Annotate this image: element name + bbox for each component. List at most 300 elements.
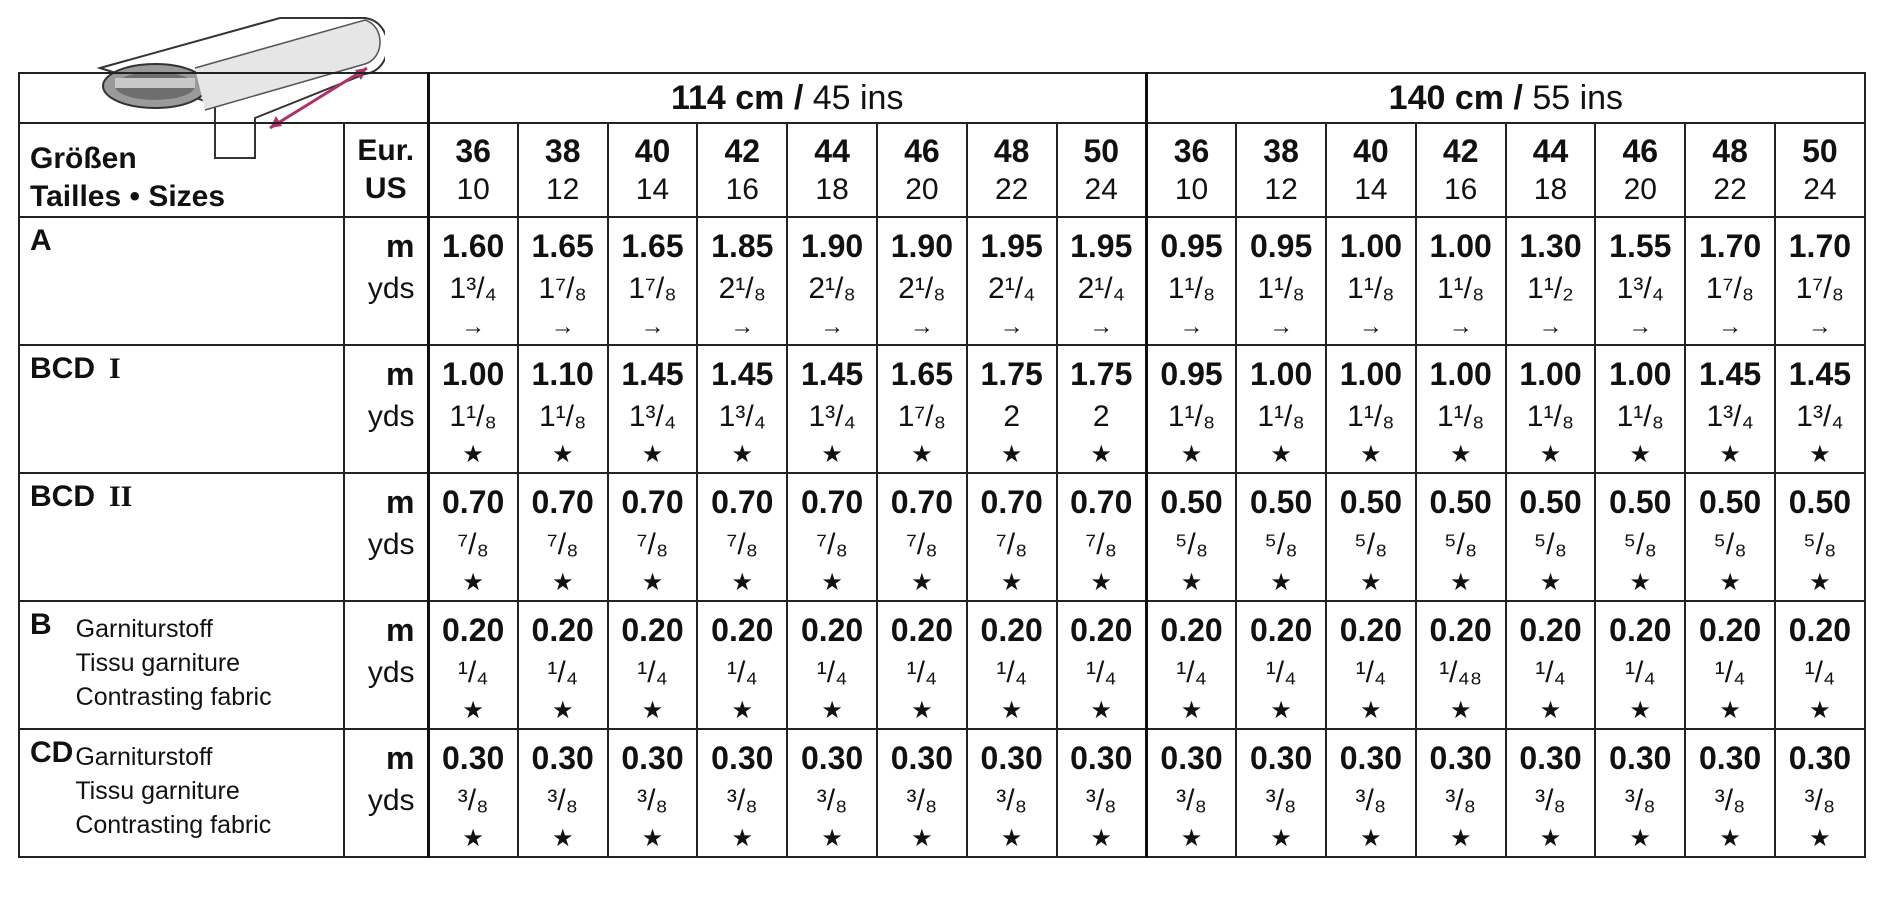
yardage-cell — [1236, 601, 1326, 729]
meters-value: 0.20 — [1070, 612, 1133, 648]
size-header — [1326, 123, 1416, 217]
star-icon: ★ — [1719, 825, 1741, 852]
meters-value: 0.30 — [1788, 740, 1852, 776]
yardage-cell — [877, 473, 967, 601]
yards-value: ³/₈ — [547, 784, 579, 817]
yardage-cell — [1416, 473, 1506, 601]
star-icon: ★ — [911, 441, 933, 468]
yards-value: 1³/₄ — [1616, 272, 1664, 305]
star-icon: ★ — [1360, 441, 1382, 468]
yardage-cell — [877, 601, 967, 729]
arrow-right-icon: → — [730, 313, 755, 340]
yardage-cell — [1326, 473, 1416, 601]
yardage-cell — [697, 345, 787, 473]
arrow-right-icon: → — [1628, 313, 1653, 340]
star-icon: ★ — [821, 569, 843, 596]
yardage-cell — [787, 473, 877, 601]
arrow-right-icon: → — [909, 313, 934, 340]
width-sep: / — [1503, 78, 1533, 117]
yardage-cell — [608, 217, 698, 345]
eur-size: 42 — [724, 133, 761, 169]
arrow-right-icon: → — [461, 313, 486, 340]
star-icon: ★ — [1090, 825, 1112, 852]
yardage-cell — [787, 217, 877, 345]
yardage-cell — [697, 473, 787, 601]
meters-value: 0.30 — [1249, 740, 1313, 776]
yards-value: 1¹/₈ — [1347, 272, 1395, 305]
yards-value: ¹/₄ — [1625, 656, 1656, 689]
yardage-cell — [1685, 473, 1775, 601]
eur-label: Eur. — [357, 134, 415, 167]
yards-value: ¹/₄ — [457, 656, 489, 689]
yardage-cell — [1595, 601, 1685, 729]
star-icon: ★ — [1180, 697, 1203, 724]
unit-m: m — [386, 228, 415, 264]
star-icon: ★ — [1360, 825, 1382, 852]
yardage-cell — [1506, 473, 1596, 601]
star-icon: ★ — [1270, 569, 1292, 596]
meters-value: 0.20 — [1339, 612, 1403, 648]
yards-value: ¹/₄ — [547, 656, 578, 689]
yardage-cell — [1595, 217, 1685, 345]
star-icon: ★ — [1809, 441, 1831, 468]
yardage-cell — [1146, 473, 1236, 601]
us-size: 12 — [546, 173, 580, 206]
meters-value: 0.95 — [1160, 228, 1223, 264]
unit-m: m — [386, 740, 415, 776]
yardage-cell — [1326, 217, 1416, 345]
yardage-cell — [1685, 601, 1775, 729]
yardage-cell — [1595, 345, 1685, 473]
width-cm: 140 cm — [1388, 78, 1504, 117]
yards-value: ³/₈ — [1804, 784, 1836, 817]
unit-yds: yds — [367, 784, 415, 817]
yards-value: 1³/₄ — [1796, 400, 1844, 433]
meters-value: 0.30 — [1429, 740, 1492, 776]
row-label — [19, 473, 344, 601]
header-blank — [19, 73, 428, 123]
star-icon: ★ — [1449, 569, 1472, 596]
yardage-cell — [787, 729, 877, 857]
meters-value: 1.95 — [980, 228, 1043, 264]
yardage-cell — [428, 601, 518, 729]
meters-value: 0.20 — [621, 612, 684, 648]
meters-value: 0.50 — [1339, 484, 1403, 520]
yardage-cell — [967, 473, 1057, 601]
unit-yds: yds — [367, 400, 415, 433]
yardage-cell — [1775, 729, 1865, 857]
meters-value: 0.20 — [1249, 612, 1313, 648]
us-size: 14 — [1354, 173, 1388, 206]
yards-value: ³/₈ — [1445, 784, 1477, 817]
arrow-right-icon: → — [1448, 313, 1473, 340]
width-ins: 45 ins — [812, 78, 904, 117]
meters-value: 0.30 — [1339, 740, 1403, 776]
meters-value: 0.30 — [1609, 740, 1672, 776]
fabric-type-label: Tissu garniture — [75, 649, 241, 677]
star-icon: ★ — [911, 569, 933, 596]
fabric-row — [19, 601, 1865, 729]
yards-value: 1⁷/₈ — [538, 272, 587, 305]
yards-value: ³/₈ — [1714, 784, 1746, 817]
yards-value: ¹/₄ — [996, 656, 1027, 689]
yardage-cell — [967, 601, 1057, 729]
eur-size: 40 — [634, 133, 671, 169]
yards-value: 1¹/₈ — [538, 400, 587, 433]
meters-value: 1.60 — [442, 228, 505, 264]
us-size: 12 — [1264, 173, 1298, 206]
yards-value: ¹/₄ — [727, 656, 758, 689]
unit-labels — [344, 217, 428, 345]
meters-value: 0.30 — [1070, 740, 1133, 776]
yards-value: 1¹/₈ — [1616, 400, 1665, 433]
yards-value: ¹/₄ — [906, 656, 938, 689]
meters-value: 0.70 — [621, 484, 684, 520]
yards-value: 1³/₄ — [718, 400, 766, 433]
view-label: B — [30, 608, 52, 641]
yards-value: ¹/₄ — [1535, 656, 1566, 689]
size-header — [1416, 123, 1506, 217]
yardage-cell — [518, 345, 608, 473]
yardage-cell — [1685, 217, 1775, 345]
yardage-cell — [1326, 601, 1416, 729]
star-icon: ★ — [911, 697, 933, 724]
size-header — [877, 123, 967, 217]
yardage-cell — [518, 729, 608, 857]
us-size: 14 — [635, 173, 670, 206]
yards-value: ⁷/₈ — [1085, 528, 1118, 561]
arrow-right-icon: → — [1269, 313, 1294, 340]
yardage-cell — [1775, 473, 1865, 601]
star-icon: ★ — [1539, 697, 1562, 724]
us-size: 18 — [815, 173, 849, 206]
yardage-cell — [1326, 729, 1416, 857]
view-label: BCD — [30, 480, 95, 513]
yardage-cell — [1057, 601, 1147, 729]
meters-value: 0.20 — [711, 612, 774, 648]
eur-size: 38 — [544, 133, 581, 169]
meters-value: 1.45 — [1698, 356, 1762, 392]
star-icon: ★ — [731, 569, 754, 596]
meters-value: 0.70 — [890, 484, 954, 520]
yards-value: 1⁷/₈ — [1795, 272, 1845, 305]
us-size: 10 — [1174, 173, 1209, 206]
fabric-type-label: Garniturstoff — [75, 743, 213, 771]
star-icon: ★ — [1180, 441, 1203, 468]
star-icon: ★ — [1719, 697, 1741, 724]
eur-size: 46 — [1622, 133, 1659, 169]
unit-labels — [344, 345, 428, 473]
meters-value: 0.50 — [1160, 484, 1223, 520]
meters-value: 1.90 — [800, 228, 864, 264]
star-icon: ★ — [1360, 697, 1382, 724]
star-icon: ★ — [1000, 825, 1023, 852]
unit-m: m — [386, 484, 415, 520]
yardage-cell — [1236, 473, 1326, 601]
yards-value: ⁵/₈ — [1174, 528, 1209, 561]
yardage-cell — [1146, 345, 1236, 473]
yards-value: ³/₈ — [996, 784, 1028, 817]
view-label: CD — [30, 736, 74, 769]
yards-value: 1¹/₈ — [1257, 272, 1305, 305]
meters-value: 0.70 — [531, 484, 594, 520]
row-label — [19, 729, 344, 857]
yards-value: ¹/₄ — [1714, 656, 1746, 689]
meters-value: 1.65 — [621, 228, 684, 264]
yardage-cell — [1685, 345, 1775, 473]
star-icon: ★ — [821, 697, 843, 724]
sizes-title-line2: Tailles • Sizes — [30, 180, 226, 213]
size-header — [1775, 123, 1865, 217]
meters-value: 0.30 — [980, 740, 1043, 776]
meters-value: 1.00 — [1519, 356, 1582, 392]
width-sep: / — [784, 78, 813, 117]
unit-yds: yds — [367, 528, 415, 561]
meters-value: 0.20 — [800, 612, 864, 648]
yardage-cell — [1775, 217, 1865, 345]
star-icon: ★ — [1809, 569, 1831, 596]
arrow-right-icon: → — [640, 313, 665, 340]
yards-value: ⁷/₈ — [726, 528, 759, 561]
star-icon: ★ — [1719, 569, 1741, 596]
unit-yds: yds — [367, 272, 415, 305]
yards-value: 1¹/₈ — [1257, 400, 1305, 433]
yards-value: ³/₈ — [816, 784, 848, 817]
yards-value: 1⁷/₈ — [628, 272, 677, 305]
us-size: 22 — [1713, 173, 1747, 206]
star-icon: ★ — [1270, 825, 1292, 852]
yards-value: ³/₈ — [637, 784, 668, 817]
eur-size: 50 — [1083, 133, 1120, 169]
yards-value: ⁷/₈ — [636, 528, 669, 561]
eur-size: 38 — [1263, 133, 1299, 169]
yardage-cell — [1146, 601, 1236, 729]
yardage-cell — [697, 217, 787, 345]
sizes-title — [19, 123, 344, 217]
yardage-cell — [1057, 729, 1147, 857]
meters-value: 0.20 — [1698, 612, 1762, 648]
arrow-right-icon: → — [550, 313, 575, 340]
yardage-cell — [1595, 473, 1685, 601]
yards-value: 1³/₄ — [449, 272, 497, 305]
meters-value: 0.20 — [1788, 612, 1852, 648]
yardage-cell — [1146, 729, 1236, 857]
size-header — [787, 123, 877, 217]
yardage-cell — [428, 345, 518, 473]
star-icon: ★ — [1449, 697, 1472, 724]
star-icon: ★ — [1180, 825, 1203, 852]
meters-value: 1.00 — [1429, 356, 1492, 392]
star-icon: ★ — [641, 441, 664, 468]
yards-value: 2 — [1092, 400, 1110, 433]
yardage-cell — [1595, 729, 1685, 857]
star-icon: ★ — [462, 825, 484, 852]
yardage-cell — [608, 729, 698, 857]
meters-value: 1.75 — [980, 356, 1043, 392]
fabric-type-label: Contrasting fabric — [75, 811, 272, 839]
yards-value: 1³/₄ — [628, 400, 677, 433]
yardage-cell — [697, 601, 787, 729]
meters-value: 1.70 — [1698, 228, 1762, 264]
yardage-cell — [877, 217, 967, 345]
yardage-cell — [1057, 217, 1147, 345]
yards-value: 1³/₄ — [1706, 400, 1754, 433]
star-icon: ★ — [731, 697, 754, 724]
meters-value: 1.45 — [621, 356, 684, 392]
arrow-right-icon: → — [1179, 313, 1204, 340]
yards-value: 2 — [1003, 400, 1021, 433]
yardage-cell — [518, 601, 608, 729]
yards-value: ³/₈ — [726, 784, 758, 817]
star-icon: ★ — [641, 697, 664, 724]
yards-value: ⁵/₈ — [1623, 528, 1657, 561]
size-header — [428, 123, 518, 217]
star-icon: ★ — [641, 569, 664, 596]
meters-value: 0.30 — [890, 740, 954, 776]
meters-value: 1.55 — [1609, 228, 1672, 264]
yards-value: ³/₈ — [1535, 784, 1566, 817]
meters-value: 0.20 — [1160, 612, 1223, 648]
yards-value: ⁷/₈ — [995, 528, 1028, 561]
star-icon: ★ — [1449, 441, 1472, 468]
yardage-cell — [1775, 601, 1865, 729]
star-icon: ★ — [821, 825, 843, 852]
eur-size: 50 — [1802, 133, 1838, 169]
yards-value: ⁵/₈ — [1354, 528, 1388, 561]
yardage-cell — [967, 217, 1057, 345]
meters-value: 1.10 — [531, 356, 594, 392]
fabric-row — [19, 217, 1865, 345]
yardage-cell — [1416, 729, 1506, 857]
star-icon: ★ — [911, 825, 933, 852]
meters-value: 0.20 — [1609, 612, 1672, 648]
view-variant: II — [109, 480, 133, 513]
meters-value: 1.00 — [1339, 228, 1403, 264]
yardage-cell — [1236, 217, 1326, 345]
width-ins: 55 ins — [1532, 78, 1624, 117]
yards-value: ³/₈ — [1265, 784, 1297, 817]
star-icon: ★ — [1629, 825, 1652, 852]
yards-value: ⁷/₈ — [816, 528, 848, 561]
yards-value: ¹/₄ — [1804, 656, 1836, 689]
yards-value: 1³/₄ — [808, 400, 856, 433]
arrow-right-icon: → — [999, 313, 1024, 340]
star-icon: ★ — [641, 825, 664, 852]
unit-m: m — [386, 356, 415, 392]
yardage-cell — [1057, 345, 1147, 473]
yards-value: ³/₈ — [457, 784, 489, 817]
yards-value: ⁵/₈ — [1444, 528, 1478, 561]
star-icon: ★ — [1090, 441, 1112, 468]
star-icon: ★ — [551, 697, 574, 724]
star-icon: ★ — [551, 825, 574, 852]
yardage-cell — [787, 345, 877, 473]
us-size: 16 — [725, 173, 759, 206]
fabric-type-label: Garniturstoff — [75, 615, 213, 643]
fabric-row — [19, 473, 1865, 601]
meters-value: 0.30 — [1160, 740, 1223, 776]
arrow-right-icon: → — [1718, 313, 1743, 340]
meters-value: 1.45 — [800, 356, 864, 392]
meters-value: 1.75 — [1070, 356, 1133, 392]
size-system — [344, 123, 428, 217]
fabric-row — [19, 729, 1865, 857]
meters-value: 0.30 — [1519, 740, 1582, 776]
yards-value: 1¹/₈ — [1347, 400, 1395, 433]
yards-value: 2¹/₈ — [718, 272, 767, 305]
yards-value: ¹/₄ — [1355, 656, 1387, 689]
meters-value: 0.30 — [442, 740, 505, 776]
star-icon: ★ — [1809, 697, 1831, 724]
meters-value: 0.30 — [531, 740, 594, 776]
meters-value: 0.70 — [800, 484, 864, 520]
meters-value: 0.50 — [1609, 484, 1672, 520]
star-icon: ★ — [1629, 697, 1652, 724]
star-icon: ★ — [462, 441, 484, 468]
unit-yds: yds — [367, 656, 415, 689]
yardage-cell — [1416, 601, 1506, 729]
meters-value: 0.20 — [890, 612, 954, 648]
star-icon: ★ — [1539, 825, 1562, 852]
meters-value: 1.00 — [442, 356, 505, 392]
view-label: A — [30, 224, 52, 257]
row-label — [19, 345, 344, 473]
star-icon: ★ — [1539, 441, 1562, 468]
yardage-cell — [428, 729, 518, 857]
meters-value: 0.20 — [1429, 612, 1492, 648]
view-variant: I — [109, 352, 121, 385]
yards-value: ¹/₄ — [1265, 656, 1297, 689]
yards-value: ¹/₄₈ — [1439, 656, 1483, 689]
yards-value: 2¹/₄ — [988, 272, 1036, 305]
eur-size: 36 — [1173, 133, 1210, 169]
yards-value: 2¹/₈ — [898, 272, 946, 305]
star-icon: ★ — [1270, 697, 1292, 724]
us-size: 16 — [1444, 173, 1478, 206]
meters-value: 0.50 — [1788, 484, 1852, 520]
star-icon: ★ — [1629, 569, 1652, 596]
unit-labels — [344, 473, 428, 601]
yards-value: ³/₈ — [906, 784, 938, 817]
star-icon: ★ — [1809, 825, 1831, 852]
meters-value: 0.30 — [711, 740, 774, 776]
meters-value: 1.65 — [890, 356, 954, 392]
yards-value: ⁷/₈ — [546, 528, 579, 561]
meters-value: 1.00 — [1429, 228, 1492, 264]
yards-value: 1¹/₈ — [1436, 272, 1485, 305]
eur-size: 44 — [814, 133, 850, 169]
star-icon: ★ — [1180, 569, 1203, 596]
us-size: 20 — [1623, 173, 1657, 206]
yardage-cell — [428, 217, 518, 345]
star-icon: ★ — [1090, 697, 1112, 724]
yardage-chart — [18, 72, 1866, 858]
meters-value: 0.20 — [980, 612, 1043, 648]
yards-value: 1¹/₈ — [1526, 400, 1575, 433]
yards-value: ⁵/₈ — [1803, 528, 1837, 561]
yards-value: 1⁷/₈ — [1705, 272, 1755, 305]
star-icon: ★ — [1360, 569, 1382, 596]
eur-size: 46 — [904, 133, 940, 169]
yardage-cell — [1685, 729, 1775, 857]
yards-value: 1¹/₈ — [1167, 400, 1216, 433]
star-icon: ★ — [1719, 441, 1741, 468]
yardage-cell — [1416, 217, 1506, 345]
yardage-cell — [608, 601, 698, 729]
yardage-cell — [1506, 729, 1596, 857]
meters-value: 1.90 — [890, 228, 954, 264]
yards-value: 1¹/₂ — [1527, 272, 1574, 305]
